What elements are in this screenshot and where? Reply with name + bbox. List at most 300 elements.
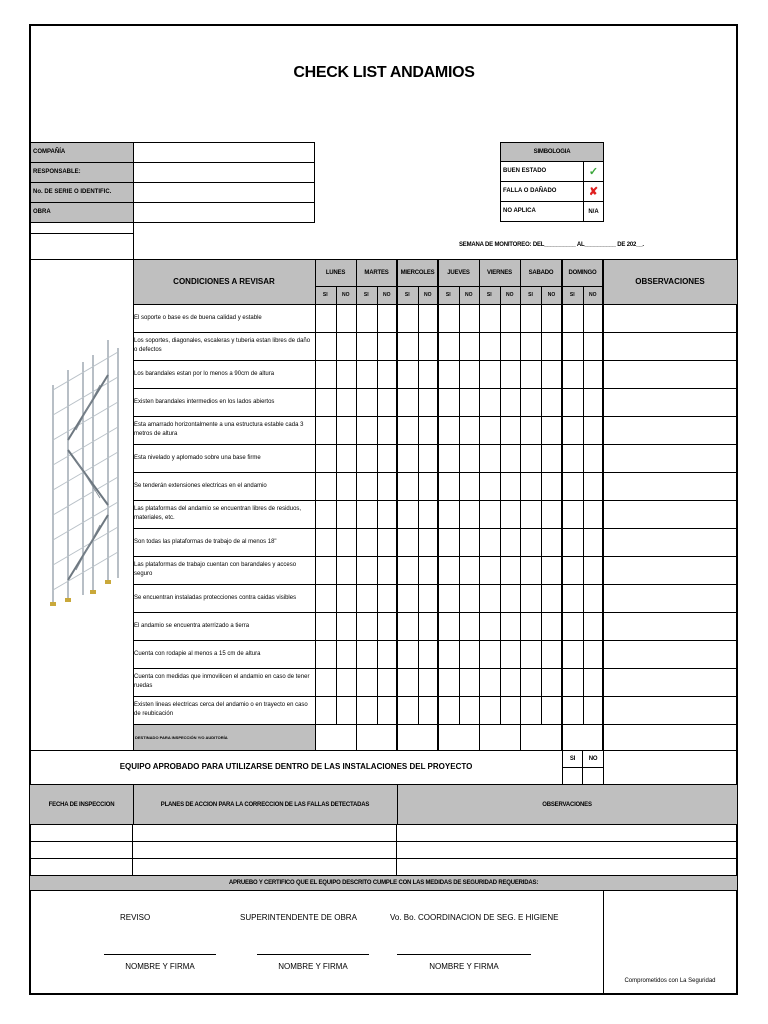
check-cell-si[interactable]: [562, 444, 583, 472]
action-observation-cell[interactable]: [397, 842, 737, 859]
approval-si-label: SI: [562, 750, 583, 768]
si-header: SI: [445, 292, 451, 298]
check-cell-si[interactable]: [397, 584, 418, 612]
check-cell-si[interactable]: [479, 668, 500, 696]
check-cell-no[interactable]: [336, 500, 357, 528]
check-cell-si[interactable]: [438, 612, 459, 640]
check-cell-no[interactable]: [418, 556, 439, 584]
check-cell-no[interactable]: [541, 584, 562, 612]
check-cell-si[interactable]: [479, 612, 500, 640]
check-cell-no[interactable]: [336, 360, 357, 388]
check-cell-no[interactable]: [377, 584, 398, 612]
observation-cell[interactable]: [603, 304, 737, 332]
check-cell-si[interactable]: [562, 416, 583, 444]
check-cell-si[interactable]: [397, 416, 418, 444]
condition-text: Existen lineas electricas cerca del andamio o en trayecto en caso de reubicación: [134, 702, 308, 717]
check-cell-si[interactable]: [397, 556, 418, 584]
grid-line: [133, 528, 737, 529]
check-cell-no[interactable]: [583, 472, 604, 500]
check-cell-si[interactable]: [438, 360, 459, 388]
grid-line: [133, 785, 134, 825]
check-cell-no[interactable]: [541, 332, 562, 360]
day-header-sabado: SABADO: [528, 269, 554, 276]
week-blank-end[interactable]: __________: [584, 242, 616, 248]
check-cell-no[interactable]: [418, 584, 439, 612]
check-cell-si[interactable]: [438, 388, 459, 416]
check-cell-no[interactable]: [583, 640, 604, 668]
check-cell-no[interactable]: [583, 528, 604, 556]
check-cell-no[interactable]: [541, 472, 562, 500]
grid-line: [133, 612, 737, 613]
condition-text: Existen barandales intermedios en los lados abiertos: [134, 398, 275, 405]
check-cell-si[interactable]: [356, 388, 377, 416]
check-cell-no[interactable]: [336, 472, 357, 500]
check-cell-no[interactable]: [336, 640, 357, 668]
approval-si-box[interactable]: [562, 767, 583, 785]
check-cell-no[interactable]: [459, 696, 480, 724]
observation-cell[interactable]: [603, 472, 737, 500]
check-cell-no[interactable]: [500, 696, 521, 724]
check-cell-no[interactable]: [500, 472, 521, 500]
check-cell-no[interactable]: [459, 472, 480, 500]
check-cell-no[interactable]: [459, 416, 480, 444]
check-cell-si[interactable]: [315, 696, 336, 724]
check-cell-si[interactable]: [315, 640, 336, 668]
check-cell-no[interactable]: [336, 444, 357, 472]
check-cell-no[interactable]: [500, 556, 521, 584]
check-cell-no[interactable]: [500, 416, 521, 444]
check-icon: ✓: [583, 161, 604, 182]
check-cell-si[interactable]: [315, 528, 336, 556]
check-cell-no[interactable]: [541, 612, 562, 640]
check-cell-si[interactable]: [315, 416, 336, 444]
inspection-date-cell[interactable]: [30, 825, 133, 842]
check-cell-no[interactable]: [377, 640, 398, 668]
check-cell-no[interactable]: [583, 304, 604, 332]
check-cell-no[interactable]: [500, 444, 521, 472]
check-cell-si[interactable]: [397, 388, 418, 416]
check-cell-no[interactable]: [377, 500, 398, 528]
check-cell-si[interactable]: [520, 668, 541, 696]
check-cell-si[interactable]: [315, 444, 336, 472]
week-al: AL: [576, 242, 585, 248]
observation-cell[interactable]: [603, 444, 737, 472]
check-cell-no[interactable]: [418, 332, 439, 360]
no-header: NO: [547, 292, 556, 298]
check-cell-no[interactable]: [583, 444, 604, 472]
check-cell-no[interactable]: [459, 360, 480, 388]
check-cell-si[interactable]: [520, 612, 541, 640]
check-cell-no[interactable]: [500, 332, 521, 360]
grid-line: [459, 286, 460, 724]
check-cell-si[interactable]: [562, 640, 583, 668]
check-cell-no[interactable]: [500, 528, 521, 556]
check-cell-si[interactable]: [438, 416, 459, 444]
check-cell-si[interactable]: [356, 444, 377, 472]
check-cell-no[interactable]: [377, 612, 398, 640]
check-cell-si[interactable]: [356, 332, 377, 360]
check-cell-no[interactable]: [500, 360, 521, 388]
page-title: CHECK LIST ANDAMIOS: [293, 64, 475, 81]
observation-cell[interactable]: [603, 332, 737, 360]
check-cell-si[interactable]: [520, 640, 541, 668]
check-cell-no[interactable]: [541, 668, 562, 696]
check-cell-si[interactable]: [520, 472, 541, 500]
check-cell-si[interactable]: [520, 444, 541, 472]
observation-cell[interactable]: [603, 528, 737, 556]
observation-cell[interactable]: [603, 416, 737, 444]
check-cell-no[interactable]: [459, 332, 480, 360]
no-header: NO: [424, 292, 432, 298]
check-cell-si[interactable]: [562, 612, 583, 640]
check-cell-no[interactable]: [377, 360, 398, 388]
check-cell-si[interactable]: [479, 500, 500, 528]
approval-no-label: NO: [582, 750, 604, 768]
check-cell-no[interactable]: [418, 696, 439, 724]
day-header-jueves: JUEVES: [447, 269, 470, 276]
observation-cell[interactable]: [603, 360, 737, 388]
check-cell-no[interactable]: [459, 668, 480, 696]
grid-line: [133, 668, 737, 669]
grid-line: [133, 444, 737, 445]
check-cell-no[interactable]: [336, 332, 357, 360]
check-cell-no[interactable]: [418, 528, 439, 556]
check-cell-no[interactable]: [377, 696, 398, 724]
condition-text: Cuenta con medidas que inmovilicen el andamio en caso de tener ruedas: [134, 674, 310, 689]
info-input-2[interactable]: [133, 182, 315, 203]
check-cell-si[interactable]: [479, 388, 500, 416]
signature-name-3: NOMBRE Y FIRMA: [429, 962, 499, 971]
action-plans-header: PLANES DE ACCION PARA LA CORRECCION DE LAS FALLAS DETECTADAS: [160, 802, 370, 808]
action-plan-cell[interactable]: [133, 859, 397, 876]
check-cell-si[interactable]: [315, 360, 336, 388]
condition-text: Se tenderán extensiones electricas en el andamio: [134, 482, 267, 489]
check-cell-no[interactable]: [500, 640, 521, 668]
check-cell-no[interactable]: [336, 304, 357, 332]
info-input-1[interactable]: [133, 162, 315, 183]
check-cell-no[interactable]: [459, 584, 480, 612]
check-cell-si[interactable]: [562, 500, 583, 528]
signature-line-3[interactable]: [397, 954, 531, 955]
check-cell-no[interactable]: [336, 388, 357, 416]
check-cell-si[interactable]: [397, 696, 418, 724]
observation-cell[interactable]: [603, 500, 737, 528]
check-cell-no[interactable]: [459, 640, 480, 668]
check-cell-si[interactable]: [356, 472, 377, 500]
check-cell-si[interactable]: [438, 640, 459, 668]
check-cell-si[interactable]: [520, 500, 541, 528]
certify-bar: APRUEBO Y CERTIFICO QUE EL EQUIPO DESCRITO CUMPLE CON LAS MEDIDAS DE SEGURIDAD REQUERIDAS:: [30, 875, 737, 891]
check-cell-si[interactable]: [315, 584, 336, 612]
check-cell-no[interactable]: [336, 528, 357, 556]
check-cell-si[interactable]: [520, 304, 541, 332]
observation-cell[interactable]: [603, 696, 737, 724]
approval-no-box[interactable]: [582, 767, 604, 785]
check-cell-si[interactable]: [562, 584, 583, 612]
check-cell-no[interactable]: [377, 528, 398, 556]
check-cell-no[interactable]: [583, 360, 604, 388]
observation-cell[interactable]: [603, 640, 737, 668]
check-cell-si[interactable]: [397, 500, 418, 528]
signature-line-2[interactable]: [257, 954, 369, 955]
inspection-date-cell[interactable]: [30, 859, 133, 876]
logo-divider: [603, 891, 604, 993]
check-cell-si[interactable]: [356, 500, 377, 528]
check-cell-no[interactable]: [541, 500, 562, 528]
check-cell-no[interactable]: [377, 444, 398, 472]
check-cell-no[interactable]: [418, 668, 439, 696]
check-cell-no[interactable]: [459, 388, 480, 416]
check-cell-si[interactable]: [315, 556, 336, 584]
check-cell-si[interactable]: [479, 640, 500, 668]
check-cell-no[interactable]: [541, 696, 562, 724]
conditions-header: CONDICIONES A REVISAR: [173, 277, 275, 286]
check-cell-si[interactable]: [562, 528, 583, 556]
check-cell-no[interactable]: [418, 360, 439, 388]
check-cell-si[interactable]: [356, 556, 377, 584]
si-header: SI: [322, 292, 328, 298]
observation-cell[interactable]: [603, 584, 737, 612]
simbologia-label-2: NO APLICA: [500, 201, 584, 222]
check-cell-no[interactable]: [583, 500, 604, 528]
check-cell-no[interactable]: [418, 444, 439, 472]
check-cell-no[interactable]: [336, 696, 357, 724]
cross-icon: ✘: [583, 181, 604, 202]
check-cell-si[interactable]: [562, 304, 583, 332]
check-cell-si[interactable]: [315, 472, 336, 500]
signature-role-safety: Vo. Bo. COORDINACION DE SEG. E HIGIENE: [390, 913, 559, 922]
check-cell-no[interactable]: [541, 360, 562, 388]
check-cell-no[interactable]: [583, 612, 604, 640]
day-header-domingo: DOMINGO: [568, 269, 597, 276]
check-cell-no[interactable]: [583, 556, 604, 584]
check-cell-si[interactable]: [562, 332, 583, 360]
check-cell-si[interactable]: [479, 528, 500, 556]
day-header-martes: MARTES: [364, 269, 389, 276]
check-cell-no[interactable]: [418, 416, 439, 444]
signature-line-1[interactable]: [104, 954, 216, 955]
check-cell-no[interactable]: [418, 640, 439, 668]
check-cell-no[interactable]: [459, 444, 480, 472]
check-cell-no[interactable]: [377, 332, 398, 360]
check-cell-no[interactable]: [541, 528, 562, 556]
check-cell-si[interactable]: [397, 612, 418, 640]
inspection-date-cell[interactable]: [30, 842, 133, 859]
check-cell-si[interactable]: [479, 444, 500, 472]
grid-line: [133, 304, 737, 305]
check-cell-si[interactable]: [438, 528, 459, 556]
check-cell-no[interactable]: [583, 416, 604, 444]
check-cell-no[interactable]: [583, 332, 604, 360]
observation-cell[interactable]: [603, 668, 737, 696]
observation-cell[interactable]: [603, 388, 737, 416]
check-cell-no[interactable]: [583, 696, 604, 724]
info-input-0[interactable]: [133, 142, 315, 163]
check-cell-si[interactable]: [479, 332, 500, 360]
check-cell-si[interactable]: [520, 556, 541, 584]
check-cell-si[interactable]: [520, 696, 541, 724]
check-cell-no[interactable]: [459, 528, 480, 556]
check-cell-no[interactable]: [583, 388, 604, 416]
check-cell-no[interactable]: [418, 612, 439, 640]
check-cell-si[interactable]: [397, 640, 418, 668]
check-cell-si[interactable]: [315, 332, 336, 360]
check-cell-si[interactable]: [438, 668, 459, 696]
check-cell-si[interactable]: [438, 444, 459, 472]
check-cell-si[interactable]: [562, 556, 583, 584]
check-cell-si[interactable]: [315, 500, 336, 528]
check-cell-si[interactable]: [356, 696, 377, 724]
check-cell-si[interactable]: [315, 304, 336, 332]
check-cell-si[interactable]: [356, 640, 377, 668]
check-cell-si[interactable]: [438, 584, 459, 612]
check-cell-si[interactable]: [520, 416, 541, 444]
signature-role-superintendent: SUPERINTENDENTE DE OBRA: [240, 913, 357, 922]
check-cell-no[interactable]: [541, 444, 562, 472]
check-cell-si[interactable]: [356, 304, 377, 332]
check-cell-si[interactable]: [520, 360, 541, 388]
check-cell-si[interactable]: [479, 416, 500, 444]
action-plan-cell[interactable]: [133, 842, 397, 859]
check-cell-si[interactable]: [438, 500, 459, 528]
check-cell-no[interactable]: [377, 556, 398, 584]
check-cell-si[interactable]: [520, 528, 541, 556]
check-cell-no[interactable]: [459, 556, 480, 584]
check-cell-no[interactable]: [418, 388, 439, 416]
check-cell-si[interactable]: [520, 584, 541, 612]
check-cell-si[interactable]: [356, 528, 377, 556]
action-plan-cell[interactable]: [133, 825, 397, 842]
check-cell-no[interactable]: [459, 304, 480, 332]
scaffold-illustration: [38, 330, 128, 610]
simbologia-label-1: FALLA O DAÑADO: [500, 181, 584, 202]
check-cell-si[interactable]: [438, 304, 459, 332]
check-cell-no[interactable]: [541, 416, 562, 444]
check-cell-no[interactable]: [459, 612, 480, 640]
inspection-date-header: FECHA DE INSPECCION: [48, 802, 115, 808]
check-cell-si[interactable]: [356, 668, 377, 696]
check-cell-si[interactable]: [356, 612, 377, 640]
check-cell-si[interactable]: [397, 304, 418, 332]
check-cell-si[interactable]: [562, 668, 583, 696]
week-del: DEL: [532, 242, 545, 248]
check-cell-si[interactable]: [479, 304, 500, 332]
grid-line: [133, 416, 737, 417]
check-cell-no[interactable]: [500, 388, 521, 416]
check-cell-si[interactable]: [562, 360, 583, 388]
check-cell-si[interactable]: [438, 472, 459, 500]
check-cell-si[interactable]: [438, 332, 459, 360]
check-cell-no[interactable]: [583, 584, 604, 612]
check-cell-si[interactable]: [479, 472, 500, 500]
info-label-3: OBRA: [30, 202, 134, 223]
check-cell-no[interactable]: [541, 304, 562, 332]
check-cell-no[interactable]: [541, 640, 562, 668]
check-cell-no[interactable]: [377, 668, 398, 696]
company-slogan: Comprometidos con La Seguridad: [624, 978, 716, 984]
check-cell-no[interactable]: [336, 668, 357, 696]
check-cell-si[interactable]: [356, 416, 377, 444]
check-cell-si[interactable]: [356, 360, 377, 388]
check-cell-si[interactable]: [438, 696, 459, 724]
check-cell-si[interactable]: [520, 332, 541, 360]
action-observation-cell[interactable]: [397, 825, 737, 842]
day-header-viernes: VIERNES: [487, 269, 512, 276]
grid-line: [133, 360, 737, 361]
check-cell-no[interactable]: [500, 612, 521, 640]
check-cell-no[interactable]: [377, 388, 398, 416]
signature-name-1: NOMBRE Y FIRMA: [125, 962, 195, 971]
check-cell-si[interactable]: [397, 444, 418, 472]
info-label-0: COMPAÑÍA: [30, 142, 134, 163]
check-cell-no[interactable]: [541, 388, 562, 416]
condition-text: Son todas las plataformas de trabajo de al menos 18": [134, 538, 277, 545]
check-cell-no[interactable]: [418, 304, 439, 332]
condition-text: Cuenta con rodapie al menos a 15 cm de altura: [134, 650, 261, 657]
check-cell-no[interactable]: [500, 668, 521, 696]
check-cell-si[interactable]: [562, 472, 583, 500]
check-cell-no[interactable]: [500, 304, 521, 332]
check-cell-si[interactable]: [479, 584, 500, 612]
check-cell-si[interactable]: [479, 556, 500, 584]
check-cell-si[interactable]: [356, 584, 377, 612]
check-cell-si[interactable]: [479, 360, 500, 388]
check-cell-si[interactable]: [397, 528, 418, 556]
check-cell-no[interactable]: [377, 304, 398, 332]
observation-cell[interactable]: [603, 612, 737, 640]
check-cell-si[interactable]: [315, 668, 336, 696]
week-blank-start[interactable]: __________: [544, 242, 576, 248]
info-label-1: RESPONSABLE:: [30, 162, 134, 183]
si-header: SI: [404, 292, 410, 298]
check-cell-si[interactable]: [397, 472, 418, 500]
check-cell-si[interactable]: [520, 388, 541, 416]
check-cell-si[interactable]: [397, 668, 418, 696]
check-cell-si[interactable]: [315, 612, 336, 640]
grid-line: [377, 286, 378, 724]
check-cell-no[interactable]: [336, 416, 357, 444]
check-cell-no[interactable]: [583, 668, 604, 696]
check-cell-no[interactable]: [336, 584, 357, 612]
check-cell-si[interactable]: [479, 696, 500, 724]
observation-cell[interactable]: [603, 556, 737, 584]
info-input-3[interactable]: [133, 202, 315, 223]
check-cell-no[interactable]: [500, 584, 521, 612]
check-cell-no[interactable]: [377, 472, 398, 500]
check-cell-no[interactable]: [336, 556, 357, 584]
condition-text: El soporte o base es de buena calidad y estable: [134, 314, 262, 321]
check-cell-si[interactable]: [397, 360, 418, 388]
check-cell-no[interactable]: [500, 500, 521, 528]
grid-line: [315, 286, 603, 287]
check-cell-no[interactable]: [418, 472, 439, 500]
condition-text: Las plataformas del andamio se encuentran libres de residuos, materiales, etc.: [134, 506, 302, 521]
check-cell-no[interactable]: [541, 556, 562, 584]
grid-line: [133, 556, 737, 557]
check-cell-no[interactable]: [459, 500, 480, 528]
check-cell-no[interactable]: [336, 612, 357, 640]
check-cell-no[interactable]: [418, 500, 439, 528]
check-cell-si[interactable]: [315, 388, 336, 416]
check-cell-no[interactable]: [377, 416, 398, 444]
action-observation-cell[interactable]: [397, 859, 737, 876]
grid-line: [133, 584, 737, 585]
check-cell-si[interactable]: [397, 332, 418, 360]
check-cell-si[interactable]: [438, 556, 459, 584]
check-cell-si[interactable]: [562, 696, 583, 724]
condition-text: El andamio se encuentra aterrizado a tierra: [134, 622, 250, 629]
check-cell-si[interactable]: [562, 388, 583, 416]
